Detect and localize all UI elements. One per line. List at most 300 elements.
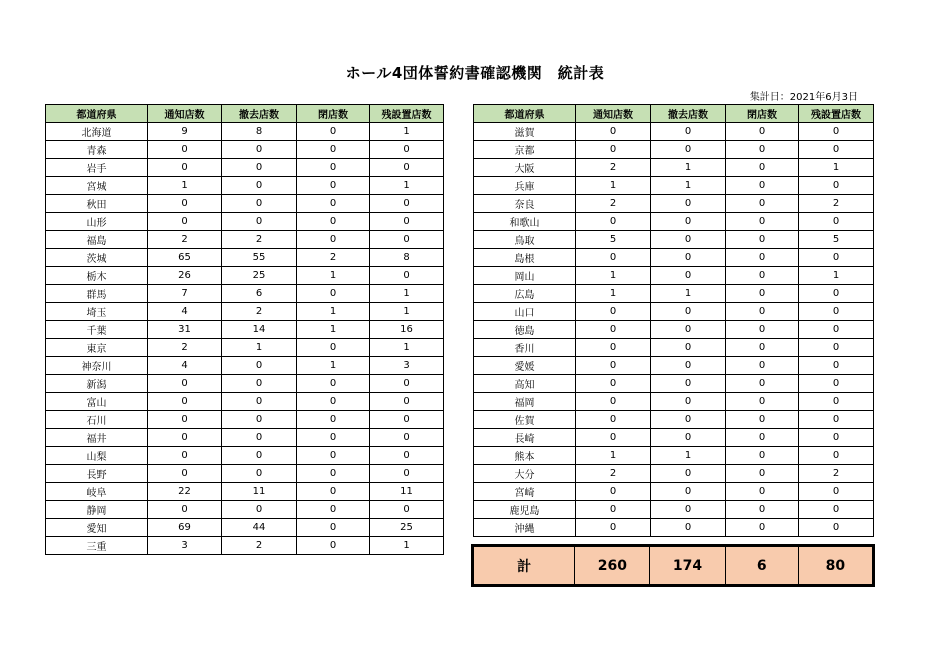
table-row [474, 375, 874, 393]
cell-prefecture: 東京 [46, 339, 148, 357]
cell-prefecture: 鳥取 [474, 231, 576, 249]
cell-closed: 1 [297, 267, 370, 285]
cell-notified: 0 [148, 429, 222, 447]
cell-closed: 0 [726, 159, 799, 177]
cell-notified: 1 [576, 285, 651, 303]
cell-closed: 0 [726, 339, 799, 357]
cell-notified: 2 [148, 231, 222, 249]
cell-removed: 0 [651, 375, 726, 393]
cell-remaining: 0 [370, 195, 444, 213]
header-row [46, 105, 444, 123]
cell-removed: 0 [651, 321, 726, 339]
cell-prefecture: 滋賀 [474, 123, 576, 141]
cell-closed: 0 [297, 159, 370, 177]
cell-closed: 0 [297, 231, 370, 249]
cell-removed: 14 [222, 321, 297, 339]
cell-removed: 0 [651, 411, 726, 429]
total-closed: 6 [725, 546, 798, 586]
cell-prefecture: 宮城 [46, 177, 148, 195]
table-row [46, 447, 444, 465]
cell-remaining: 0 [370, 411, 444, 429]
cell-removed: 1 [651, 447, 726, 465]
cell-removed: 0 [222, 429, 297, 447]
cell-closed: 0 [726, 303, 799, 321]
cell-remaining: 2 [799, 465, 874, 483]
header-closed: 閉店数 [726, 105, 799, 123]
cell-remaining: 0 [370, 393, 444, 411]
cell-prefecture: 静岡 [46, 501, 148, 519]
cell-remaining: 0 [799, 123, 874, 141]
cell-removed: 1 [651, 159, 726, 177]
cell-prefecture: 兵庫 [474, 177, 576, 195]
cell-removed: 0 [222, 393, 297, 411]
table-row [474, 339, 874, 357]
header-prefecture: 都道府県 [474, 105, 576, 123]
table-row [474, 195, 874, 213]
cell-prefecture: 福岡 [474, 393, 576, 411]
cell-closed: 0 [726, 465, 799, 483]
cell-closed: 0 [297, 393, 370, 411]
cell-prefecture: 奈良 [474, 195, 576, 213]
cell-removed: 55 [222, 249, 297, 267]
cell-remaining: 1 [370, 537, 444, 555]
cell-prefecture: 岩手 [46, 159, 148, 177]
table-row [474, 429, 874, 447]
table-row [46, 501, 444, 519]
cell-closed: 1 [297, 303, 370, 321]
cell-remaining: 0 [799, 339, 874, 357]
cell-remaining: 0 [799, 501, 874, 519]
cell-remaining: 1 [799, 159, 874, 177]
header-removed: 撤去店数 [651, 105, 726, 123]
cell-notified: 1 [576, 447, 651, 465]
table-row [474, 465, 874, 483]
cell-remaining: 1 [370, 339, 444, 357]
cell-closed: 0 [726, 501, 799, 519]
cell-notified: 1 [148, 177, 222, 195]
stats-table-left [45, 104, 444, 555]
cell-remaining: 1 [370, 177, 444, 195]
cell-prefecture: 岐阜 [46, 483, 148, 501]
cell-removed: 0 [651, 213, 726, 231]
table-row [474, 447, 874, 465]
cell-notified: 0 [576, 483, 651, 501]
cell-remaining: 25 [370, 519, 444, 537]
cell-removed: 8 [222, 123, 297, 141]
header-removed: 撤去店数 [222, 105, 297, 123]
cell-removed: 0 [651, 429, 726, 447]
cell-notified: 69 [148, 519, 222, 537]
table-row [46, 177, 444, 195]
cell-removed: 1 [651, 177, 726, 195]
cell-removed: 0 [222, 465, 297, 483]
cell-remaining: 0 [370, 501, 444, 519]
cell-notified: 0 [148, 465, 222, 483]
cell-notified: 0 [148, 447, 222, 465]
cell-closed: 0 [726, 231, 799, 249]
cell-prefecture: 鹿児島 [474, 501, 576, 519]
cell-remaining: 0 [370, 159, 444, 177]
cell-notified: 0 [148, 213, 222, 231]
cell-closed: 0 [726, 375, 799, 393]
cell-remaining: 0 [799, 285, 874, 303]
cell-remaining: 0 [370, 231, 444, 249]
cell-remaining: 1 [370, 123, 444, 141]
table-row [46, 123, 444, 141]
cell-notified: 2 [576, 159, 651, 177]
cell-prefecture: 宮崎 [474, 483, 576, 501]
cell-notified: 0 [148, 393, 222, 411]
cell-prefecture: 熊本 [474, 447, 576, 465]
cell-removed: 0 [222, 177, 297, 195]
header-row [474, 105, 874, 123]
table-row [474, 231, 874, 249]
table-row [474, 483, 874, 501]
cell-notified: 0 [148, 195, 222, 213]
table-row [46, 159, 444, 177]
table-row [46, 303, 444, 321]
table-row [46, 483, 444, 501]
cell-closed: 0 [726, 141, 799, 159]
cell-closed: 0 [726, 429, 799, 447]
cell-removed: 44 [222, 519, 297, 537]
cell-closed: 2 [297, 249, 370, 267]
cell-notified: 0 [576, 519, 651, 537]
table-row [46, 465, 444, 483]
cell-remaining: 0 [799, 411, 874, 429]
cell-prefecture: 大分 [474, 465, 576, 483]
cell-notified: 0 [576, 321, 651, 339]
table-row [46, 321, 444, 339]
cell-notified: 2 [576, 465, 651, 483]
cell-remaining: 0 [799, 321, 874, 339]
cell-prefecture: 島根 [474, 249, 576, 267]
cell-notified: 0 [148, 375, 222, 393]
cell-remaining: 0 [799, 213, 874, 231]
cell-remaining: 0 [799, 429, 874, 447]
cell-removed: 0 [222, 447, 297, 465]
cell-remaining: 0 [799, 303, 874, 321]
table-row [474, 267, 874, 285]
cell-closed: 0 [297, 447, 370, 465]
cell-prefecture: 徳島 [474, 321, 576, 339]
cell-removed: 0 [651, 123, 726, 141]
cell-prefecture: 秋田 [46, 195, 148, 213]
cell-prefecture: 神奈川 [46, 357, 148, 375]
cell-prefecture: 大阪 [474, 159, 576, 177]
table-row [474, 213, 874, 231]
cell-notified: 0 [576, 123, 651, 141]
cell-remaining: 0 [799, 249, 874, 267]
cell-removed: 0 [651, 501, 726, 519]
cell-prefecture: 北海道 [46, 123, 148, 141]
cell-remaining: 0 [799, 177, 874, 195]
table-row [46, 519, 444, 537]
cell-prefecture: 福島 [46, 231, 148, 249]
cell-closed: 0 [297, 339, 370, 357]
total-label: 計 [473, 546, 575, 586]
cell-prefecture: 山口 [474, 303, 576, 321]
total-removed: 174 [650, 546, 725, 586]
cell-removed: 25 [222, 267, 297, 285]
cell-closed: 0 [297, 285, 370, 303]
cell-remaining: 5 [799, 231, 874, 249]
cell-notified: 0 [576, 411, 651, 429]
cell-removed: 0 [651, 357, 726, 375]
cell-remaining: 0 [799, 483, 874, 501]
cell-removed: 0 [222, 213, 297, 231]
cell-prefecture: 佐賀 [474, 411, 576, 429]
table-row [46, 213, 444, 231]
cell-closed: 0 [726, 411, 799, 429]
cell-removed: 0 [222, 159, 297, 177]
cell-closed: 0 [726, 177, 799, 195]
cell-prefecture: 三重 [46, 537, 148, 555]
cell-closed: 0 [726, 393, 799, 411]
cell-remaining: 0 [370, 429, 444, 447]
cell-notified: 0 [576, 429, 651, 447]
cell-remaining: 0 [370, 267, 444, 285]
table-row [46, 411, 444, 429]
cell-prefecture: 沖縄 [474, 519, 576, 537]
cell-remaining: 0 [370, 375, 444, 393]
cell-notified: 1 [576, 177, 651, 195]
cell-removed: 0 [222, 375, 297, 393]
cell-removed: 1 [651, 285, 726, 303]
cell-removed: 0 [651, 249, 726, 267]
cell-closed: 0 [726, 267, 799, 285]
table-row [474, 357, 874, 375]
cell-remaining: 0 [799, 393, 874, 411]
table-row [46, 339, 444, 357]
cell-remaining: 16 [370, 321, 444, 339]
cell-notified: 31 [148, 321, 222, 339]
cell-prefecture: 広島 [474, 285, 576, 303]
table-row [46, 357, 444, 375]
total-remaining: 80 [798, 546, 873, 586]
cell-closed: 0 [726, 123, 799, 141]
cell-notified: 0 [576, 141, 651, 159]
cell-removed: 11 [222, 483, 297, 501]
cell-closed: 0 [297, 537, 370, 555]
cell-removed: 0 [651, 393, 726, 411]
cell-closed: 0 [726, 249, 799, 267]
cell-prefecture: 富山 [46, 393, 148, 411]
cell-removed: 2 [222, 231, 297, 249]
cell-prefecture: 埼玉 [46, 303, 148, 321]
cell-notified: 0 [148, 501, 222, 519]
table-row [474, 177, 874, 195]
cell-removed: 0 [651, 231, 726, 249]
cell-remaining: 0 [799, 447, 874, 465]
cell-prefecture: 愛媛 [474, 357, 576, 375]
header-closed: 閉店数 [297, 105, 370, 123]
cell-notified: 0 [148, 159, 222, 177]
cell-notified: 0 [148, 411, 222, 429]
table-row [46, 429, 444, 447]
header-notified: 通知店数 [576, 105, 651, 123]
cell-closed: 0 [297, 501, 370, 519]
cell-closed: 0 [726, 213, 799, 231]
cell-closed: 0 [726, 285, 799, 303]
table-row [474, 285, 874, 303]
cell-notified: 2 [576, 195, 651, 213]
total-table [471, 544, 875, 587]
cell-prefecture: 長野 [46, 465, 148, 483]
cell-prefecture: 長崎 [474, 429, 576, 447]
cell-removed: 0 [222, 357, 297, 375]
cell-remaining: 0 [799, 519, 874, 537]
cell-remaining: 0 [799, 375, 874, 393]
cell-removed: 0 [651, 195, 726, 213]
cell-closed: 0 [726, 357, 799, 375]
cell-notified: 0 [576, 393, 651, 411]
table-row [474, 501, 874, 519]
cell-closed: 0 [297, 195, 370, 213]
cell-notified: 22 [148, 483, 222, 501]
header-prefecture: 都道府県 [46, 105, 148, 123]
header-remaining: 残設置店数 [799, 105, 874, 123]
table-row [46, 285, 444, 303]
cell-closed: 0 [297, 519, 370, 537]
cell-prefecture: 山梨 [46, 447, 148, 465]
cell-prefecture: 高知 [474, 375, 576, 393]
cell-closed: 0 [297, 465, 370, 483]
cell-notified: 3 [148, 537, 222, 555]
cell-notified: 1 [576, 267, 651, 285]
cell-notified: 4 [148, 303, 222, 321]
cell-closed: 0 [297, 429, 370, 447]
cell-removed: 0 [651, 267, 726, 285]
table-row [474, 321, 874, 339]
table-row [474, 411, 874, 429]
table-row [474, 393, 874, 411]
cell-prefecture: 岡山 [474, 267, 576, 285]
cell-removed: 0 [651, 465, 726, 483]
cell-remaining: 0 [799, 141, 874, 159]
cell-notified: 7 [148, 285, 222, 303]
cell-prefecture: 群馬 [46, 285, 148, 303]
cell-removed: 0 [651, 483, 726, 501]
cell-notified: 65 [148, 249, 222, 267]
cell-notified: 0 [576, 213, 651, 231]
cell-removed: 0 [222, 141, 297, 159]
cell-prefecture: 栃木 [46, 267, 148, 285]
cell-notified: 0 [576, 357, 651, 375]
cell-notified: 0 [576, 303, 651, 321]
cell-closed: 0 [297, 213, 370, 231]
cell-notified: 9 [148, 123, 222, 141]
table-row [474, 303, 874, 321]
cell-prefecture: 香川 [474, 339, 576, 357]
cell-closed: 0 [726, 447, 799, 465]
cell-removed: 0 [222, 501, 297, 519]
cell-closed: 1 [297, 321, 370, 339]
header-notified: 通知店数 [148, 105, 222, 123]
cell-notified: 2 [148, 339, 222, 357]
cell-removed: 0 [651, 141, 726, 159]
cell-closed: 0 [726, 519, 799, 537]
cell-removed: 2 [222, 303, 297, 321]
cell-removed: 0 [651, 519, 726, 537]
cell-closed: 0 [726, 195, 799, 213]
cell-prefecture: 山形 [46, 213, 148, 231]
table-row [46, 141, 444, 159]
table-row [474, 249, 874, 267]
cell-removed: 6 [222, 285, 297, 303]
cell-remaining: 0 [370, 465, 444, 483]
cell-notified: 4 [148, 357, 222, 375]
cell-remaining: 1 [370, 285, 444, 303]
cell-remaining: 0 [370, 447, 444, 465]
total-notified: 260 [575, 546, 650, 586]
cell-closed: 0 [297, 141, 370, 159]
total-row [473, 546, 874, 586]
tally-date: 集計日：2021年6月3日 [749, 92, 858, 103]
cell-prefecture: 茨城 [46, 249, 148, 267]
table-row [46, 195, 444, 213]
table-row [474, 123, 874, 141]
cell-remaining: 3 [370, 357, 444, 375]
cell-closed: 0 [726, 483, 799, 501]
cell-removed: 2 [222, 537, 297, 555]
cell-remaining: 1 [799, 267, 874, 285]
table-row [46, 393, 444, 411]
cell-notified: 0 [576, 339, 651, 357]
cell-closed: 0 [297, 411, 370, 429]
cell-remaining: 0 [370, 141, 444, 159]
cell-prefecture: 千葉 [46, 321, 148, 339]
cell-prefecture: 石川 [46, 411, 148, 429]
cell-closed: 0 [297, 483, 370, 501]
table-row [46, 537, 444, 555]
cell-removed: 0 [651, 303, 726, 321]
cell-prefecture: 福井 [46, 429, 148, 447]
cell-closed: 0 [297, 177, 370, 195]
table-row [46, 231, 444, 249]
stats-table-right [473, 104, 874, 537]
cell-removed: 0 [222, 195, 297, 213]
cell-prefecture: 青森 [46, 141, 148, 159]
page-title: ホール4団体誓約書確認機関 統計表 [345, 64, 605, 82]
cell-notified: 0 [576, 249, 651, 267]
header-remaining: 残設置店数 [370, 105, 444, 123]
table-row [46, 267, 444, 285]
cell-remaining: 11 [370, 483, 444, 501]
cell-prefecture: 愛知 [46, 519, 148, 537]
cell-notified: 0 [148, 141, 222, 159]
table-row [474, 159, 874, 177]
cell-notified: 0 [576, 375, 651, 393]
cell-removed: 0 [222, 411, 297, 429]
cell-prefecture: 京都 [474, 141, 576, 159]
cell-remaining: 2 [799, 195, 874, 213]
table-row [46, 249, 444, 267]
cell-prefecture: 和歌山 [474, 213, 576, 231]
cell-remaining: 0 [799, 357, 874, 375]
cell-closed: 0 [297, 123, 370, 141]
cell-remaining: 0 [370, 213, 444, 231]
table-row [46, 375, 444, 393]
cell-closed: 0 [297, 375, 370, 393]
cell-closed: 1 [297, 357, 370, 375]
cell-removed: 0 [651, 339, 726, 357]
cell-remaining: 1 [370, 303, 444, 321]
cell-notified: 26 [148, 267, 222, 285]
cell-closed: 0 [726, 321, 799, 339]
cell-notified: 5 [576, 231, 651, 249]
cell-notified: 0 [576, 501, 651, 519]
